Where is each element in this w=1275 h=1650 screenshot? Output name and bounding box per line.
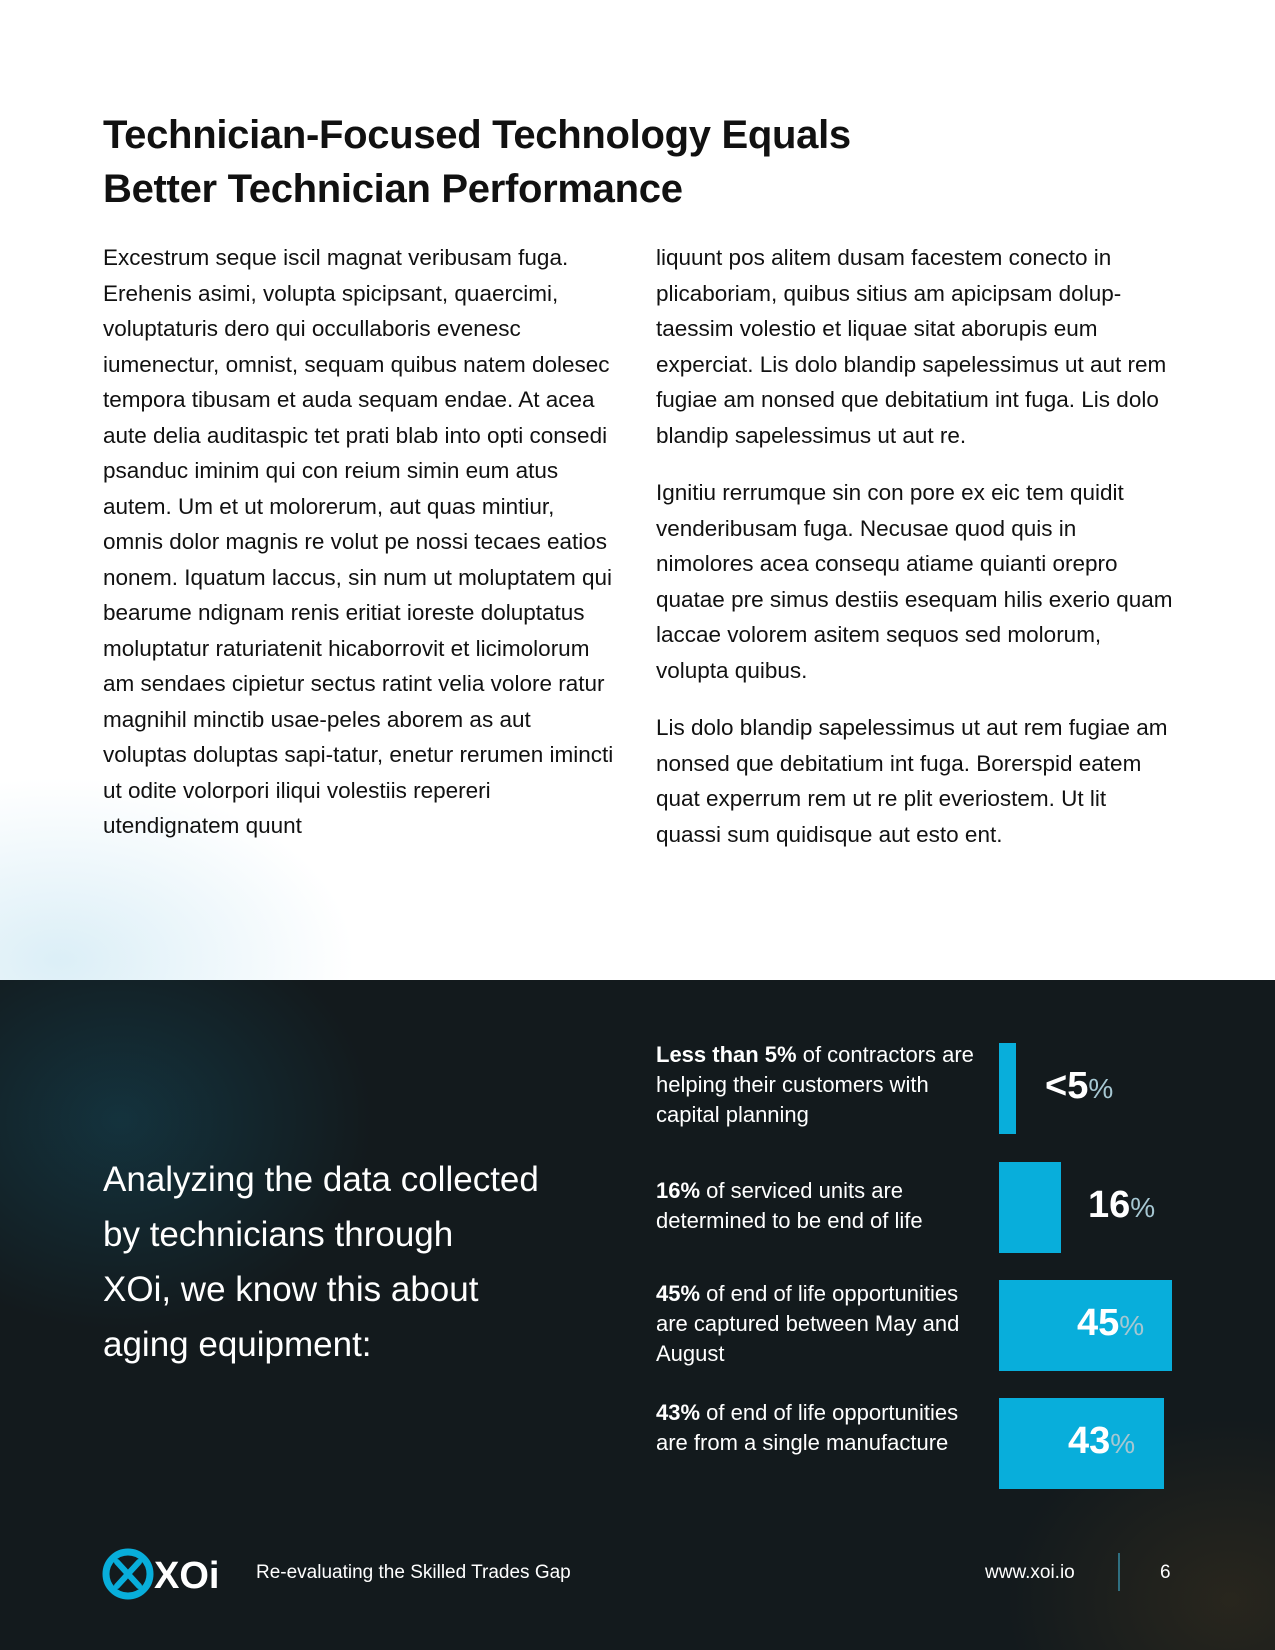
left-column — [103, 240, 618, 866]
stat-value — [1068, 1421, 1135, 1464]
stat-bold: Less than 5% — [656, 1042, 797, 1067]
body-paragraph: liquunt pos alitem dusam facestem conecto in plicaboriam, quibus sitius am apicipsam dolup-taessim volestio et liquae sitat aborupis eum experciat. Lis dolo blandip sapelessimus ut aut rem fugiae am nonsed que debitatium int fuga. Lis dolo blandip sapelessimus ut aut re. — [656, 245, 1167, 448]
xoi-logo-mark-icon — [102, 1546, 232, 1602]
xoi-logo — [102, 1546, 232, 1607]
stat-value-number: 43 — [1068, 1420, 1111, 1462]
stat-text — [656, 1398, 976, 1458]
page-title-line-2: Better Technician Performance — [103, 167, 683, 211]
footer-divider — [1118, 1553, 1120, 1591]
callout-line: Analyzing the data collected — [103, 1160, 539, 1199]
stat-bar — [999, 1162, 1061, 1253]
footer-doc-title: Re-evaluating the Skilled Trades Gap — [256, 1562, 571, 1583]
body-paragraph: Excestrum seque iscil magnat veribusam fuga. Erehenis asimi, volupta spicipsant, quaercimi, voluptaturis dero qui occullaboris evenesc iumenectur, omnist, sequam quibus natem dolesec tempora tibusam et auda sequam endae. At acea aute delia auditaspic tet prati blab into opti consedi psanduc iminim qui con reium simin eum atus autem. Um et ut molorerum, aut quas mintiur, omnis dolor magnis re volut pe nossi tecaes eatios nonem. Iquatum laccus, sin num ut moluptatem qui bearume ndignam renis eritiat ioreste doluptatus moluptatur raturiatenit hicaborrovit et licimolorum am sendaes cipietur sectus ratint velia volore ratur magnihil minctib usae-peles aborem as aut voluptas doluptas sapi-tatur, enetur rerumen imincti ut odite volorpori iliqui volestiis repereri utendignatem quunt — [103, 245, 614, 838]
page-title — [103, 108, 903, 216]
body-paragraph: Ignitiu rerrumque sin con pore ex eic tem quidit venderibusam fuga. Necusae quod quis in nimolores acea consequ atiame quianti orepro quatae pre simus destiis esequam hilis exerio quam laccae volorem asitem sequos sed molorum, volupta quibus. — [656, 480, 1173, 683]
stat-bold: 45% — [656, 1281, 701, 1306]
stat-rest: of contractors are helping their customers with capital planning — [656, 1042, 974, 1127]
page-number: 6 — [1160, 1562, 1171, 1583]
callout-line: aging equipment: — [103, 1325, 372, 1364]
stat-value-number: 16 — [1088, 1184, 1131, 1226]
stat-value-unit: % — [1088, 1073, 1114, 1104]
logo-wordmark: XOi — [154, 1555, 220, 1597]
body-paragraph: Lis dolo blandip sapelessimus ut aut rem fugiae am nonsed que debitatium int fuga. Borerspid eatem quat experrum rem ut re plit everiostem. Ut lit quassi sum quidisque aut esto ent. — [656, 715, 1168, 847]
stat-value-number: <5 — [1045, 1065, 1089, 1107]
stat-rest: of serviced units are determined to be end of life — [656, 1178, 923, 1233]
stat-rest: of end of life opportunities are captured between May and August — [656, 1281, 960, 1366]
stat-value-unit: % — [1119, 1310, 1145, 1341]
stat-text — [656, 1040, 976, 1130]
footer-url-link[interactable]: www.xoi.io — [985, 1562, 1075, 1583]
stat-value-unit: % — [1130, 1192, 1156, 1223]
stat-bold: 43% — [656, 1400, 701, 1425]
callout-line: by technicians through — [103, 1215, 454, 1254]
stat-value — [1045, 1066, 1113, 1109]
stat-rest: of end of life opportunities are from a single manufacture — [656, 1400, 959, 1455]
right-column — [656, 240, 1176, 874]
stat-text — [656, 1176, 976, 1236]
stat-value-number: 45 — [1077, 1302, 1120, 1344]
page-title-line-1: Technician-Focused Technology Equals — [103, 113, 851, 157]
stat-bold: 16% — [656, 1178, 701, 1203]
stat-value — [1088, 1185, 1155, 1228]
stat-value-unit: % — [1110, 1428, 1136, 1459]
stat-text — [656, 1279, 976, 1369]
stat-value — [1077, 1303, 1144, 1346]
callout-line: XOi, we know this about — [103, 1270, 479, 1309]
callout-lead — [103, 1152, 573, 1372]
stat-bar — [999, 1043, 1016, 1134]
